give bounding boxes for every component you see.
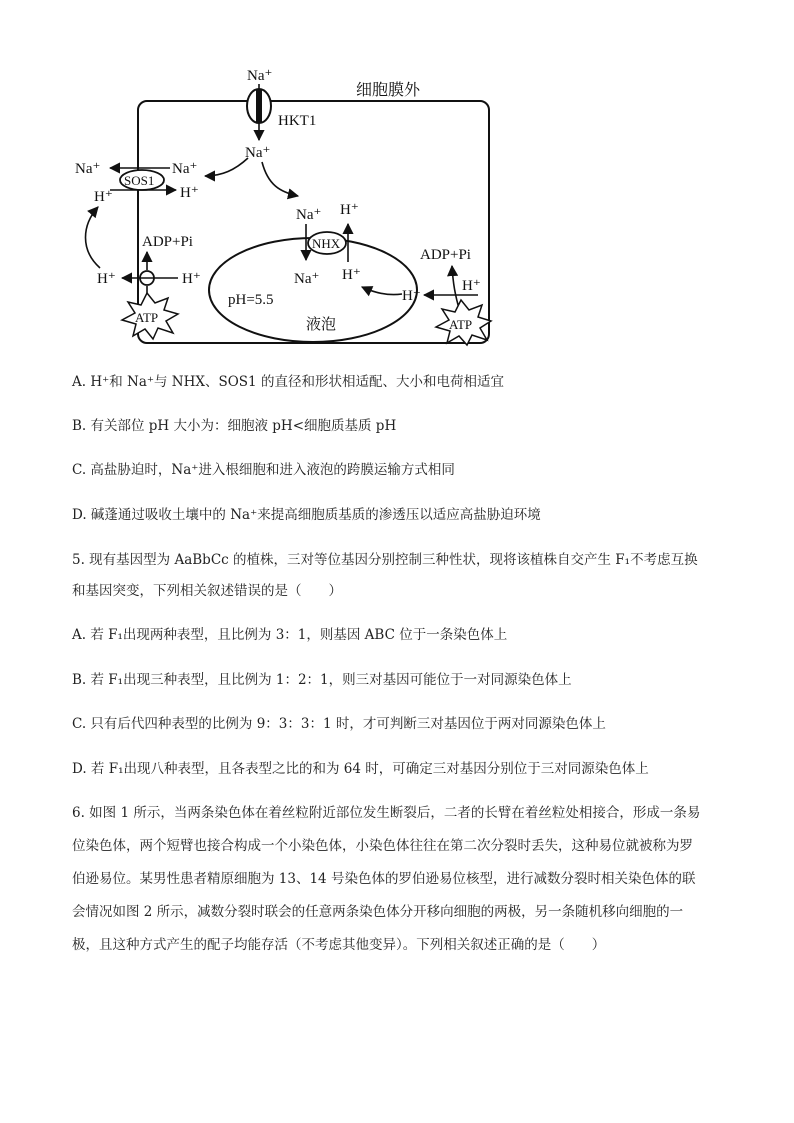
na-inside-label: Na⁺: [245, 145, 271, 161]
q4-option-d: D. 碱蓬通过吸收土壤中的 Na⁺来提高细胞质基质的渗透压以适应高盐胁迫环境: [72, 507, 541, 523]
q6-line-5: 极，且这种方式产生的配子均能存活（不考虑其他变异）。下列相关叙述正确的是（ ）: [72, 937, 606, 953]
na-nhx-bottom-label: Na⁺: [294, 271, 320, 287]
q6-line-4: 会情况如图 2 所示，减数分裂时联会的任意两条染色体分开移向细胞的两极，另一条随机移向细胞的一: [72, 904, 684, 920]
q4-option-b: B. 有关部位 pH 大小为：细胞液 pH<细胞质基质 pH: [72, 418, 397, 434]
q6-line-1: 6. 如图 1 所示，当两条染色体在着丝粒附近部位发生断裂后，二者的长臂在着丝粒处相接合，形成一条易: [72, 805, 701, 821]
na-out-left-label: Na⁺: [75, 161, 101, 177]
q5-option-c: C. 只有后代四种表型的比例为 9：3：3：1 时，才可判断三对基因位于两对同源染色体上: [72, 716, 606, 732]
q5-stem-line-1: 5. 现有基因型为 AaBbCc 的植株，三对等位基因分别控制三种性状，现将该植株自交产生 F₁不考虑互换: [72, 552, 698, 568]
na-nhx-top-label: Na⁺: [296, 207, 322, 223]
nhx-label: NHX: [312, 236, 341, 251]
adp-pi-left-label: ADP+Pi: [142, 234, 193, 250]
q6-stem: [72, 797, 722, 962]
cell-diagram: [0, 0, 794, 360]
q5-option-d: D. 若 F₁出现八种表型，且各表型之比的和为 64 时，可确定三对基因分别位于三对同源染色体上: [72, 761, 649, 777]
q4-option-c: C. 高盐胁迫时，Na⁺进入根细胞和进入液泡的跨膜运输方式相同: [72, 462, 455, 478]
q4-option-a: A. H⁺和 Na⁺与 NHX、SOS1 的直径和形状相适配、大小和电荷相适宜: [72, 374, 504, 390]
outside-label: 细胞膜外: [356, 82, 421, 99]
q6-line-2: 位染色体，两个短臂也接合构成一个小染色体，小染色体往往在第二次分裂时丢失，这种易位就被称为罗: [72, 838, 693, 854]
q5-option-b: B. 若 F₁出现三种表型，且比例为 1：2：1，则三对基因可能位于一对同源染色体上: [72, 672, 572, 688]
h-sos1-right-label: H⁺: [180, 185, 199, 201]
h-pump-right-label: H⁺: [182, 271, 201, 287]
h-nhx-top-label: H⁺: [340, 202, 359, 218]
na-top-label: Na⁺: [247, 68, 273, 84]
ph-label: pH=5.5: [228, 292, 274, 308]
q6-line-3: 伯逊易位。某男性患者精原细胞为 13、14 号染色体的罗伯逊易位核型，进行减数分裂时相关染色体的联: [72, 871, 696, 887]
h-nhx-bottom-label: H⁺: [342, 267, 361, 283]
na-sos1-label: Na⁺: [172, 161, 198, 177]
vacuole-label: 液泡: [306, 317, 337, 333]
h-right-pump-in-label: H⁺: [402, 288, 421, 304]
atp-left-label: ATP: [135, 310, 159, 325]
q5-option-a: A. 若 F₁出现两种表型，且比例为 3：1，则基因 ABC 位于一条染色体上: [72, 627, 508, 643]
hkt1-label: HKT1: [278, 113, 317, 129]
h-right-pump-out-label: H⁺: [462, 278, 481, 294]
h-left-bottom-label: H⁺: [97, 271, 116, 287]
q5-stem-line-2: 和基因突变，下列相关叙述错误的是（ ）: [72, 583, 342, 599]
adp-pi-right-label: ADP+Pi: [420, 247, 471, 263]
sos1-label: SOS1: [124, 173, 155, 188]
h-left-top-label: H⁺: [94, 189, 113, 205]
atp-right-label: ATP: [449, 317, 473, 332]
